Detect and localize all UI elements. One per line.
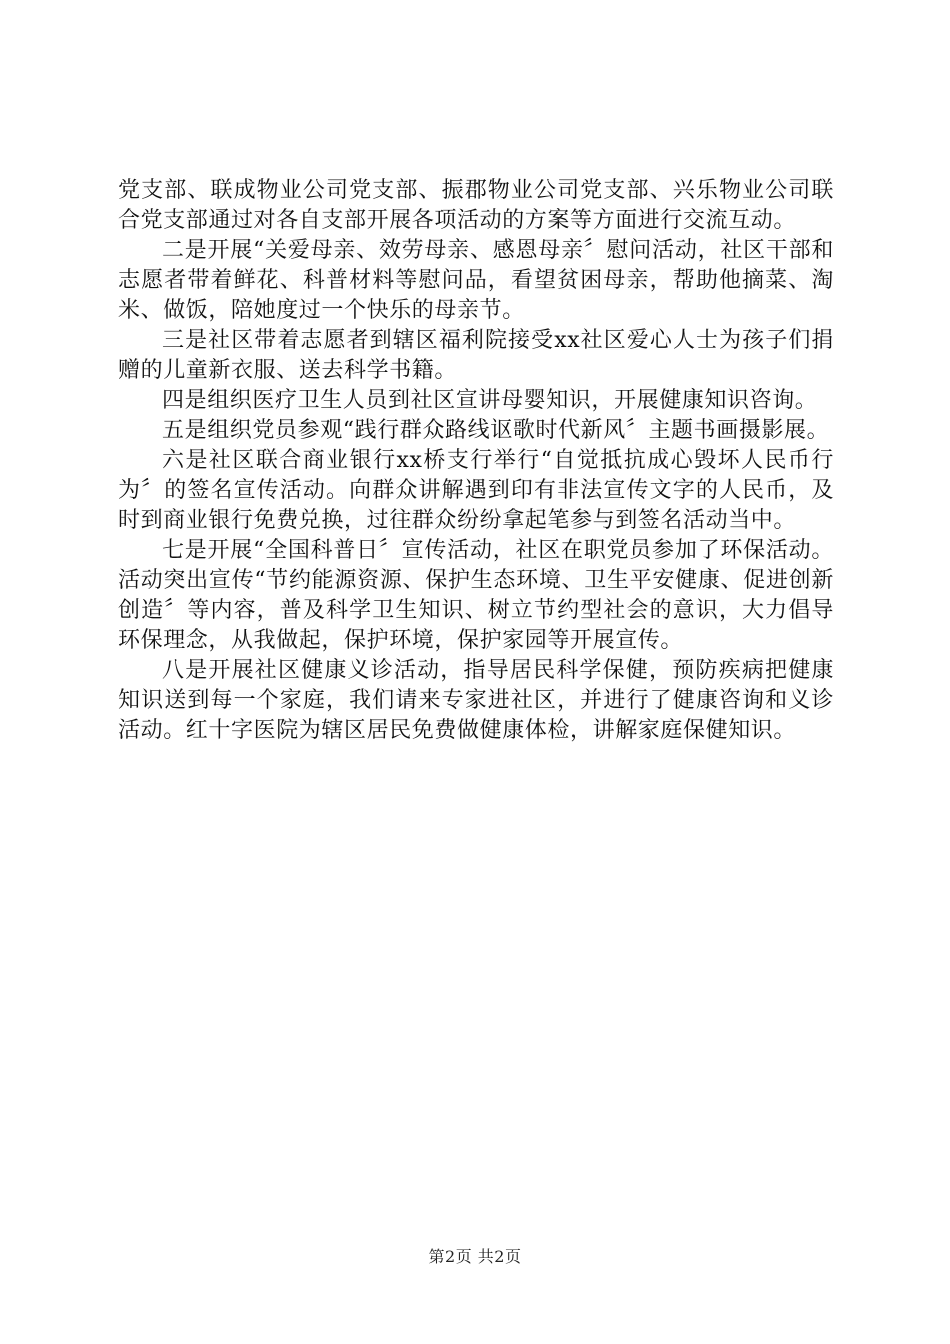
page-number-footer: 第2页 共2页 bbox=[428, 1247, 522, 1266]
paragraph-item-2: 二是开展“关爱母亲、效劳母亲、感恩母亲〞慰问活动，社区干部和志愿者带着鲜花、科普材料等慰问品，看望贫困母亲，帮助他摘菜、淘米、做饭，陪她度过一个快乐的母亲节。 bbox=[118, 238, 834, 323]
document-body bbox=[118, 176, 834, 746]
paragraph-item-5: 五是组织党员参观“践行群众路线讴歌时代新风〞主题书画摄影展。 bbox=[162, 418, 830, 443]
paragraph-item-6: 六是社区联合商业银行xx桥支行举行“自觉抵抗成心毁坏人民币行为〞的签名宣传活动。向群众讲解遇到印有非法宣传文字的人民币，及时到商业银行免费兑换，过往群众纷纷拿起笔参与到签名活动当中。 bbox=[118, 448, 834, 533]
paragraph-item-7: 七是开展“全国科普日〞宣传活动，社区在职党员参加了环保活动。活动突出宣传“节约能源资源、保护生态环境、卫生平安健康、促进创新创造〞等内容，普及科学卫生知识、树立节约型社会的意识，大力倡导环保理念，从我做起，保护环境，保护家园等开展宣传。 bbox=[118, 538, 834, 653]
paragraph-item-4: 四是组织医疗卫生人员到社区宣讲母婴知识，开展健康知识咨询。 bbox=[162, 388, 818, 413]
paragraph-continuation: 党支部、联成物业公司党支部、振郡物业公司党支部、兴乐物业公司联合党支部通过对各自支部开展各项活动的方案等方面进行交流互动。 bbox=[118, 178, 834, 233]
paragraph-item-3: 三是社区带着志愿者到辖区福利院接受xx社区爱心人士为孩子们捐赠的儿童新衣服、送去科学书籍。 bbox=[118, 328, 834, 383]
paragraph-item-8: 八是开展社区健康义诊活动，指导居民科学保健，预防疾病把健康知识送到每一个家庭，我们请来专家进社区，并进行了健康咨询和义诊活动。红十字医院为辖区居民免费做健康体检，讲解家庭保健知识。 bbox=[118, 658, 834, 743]
